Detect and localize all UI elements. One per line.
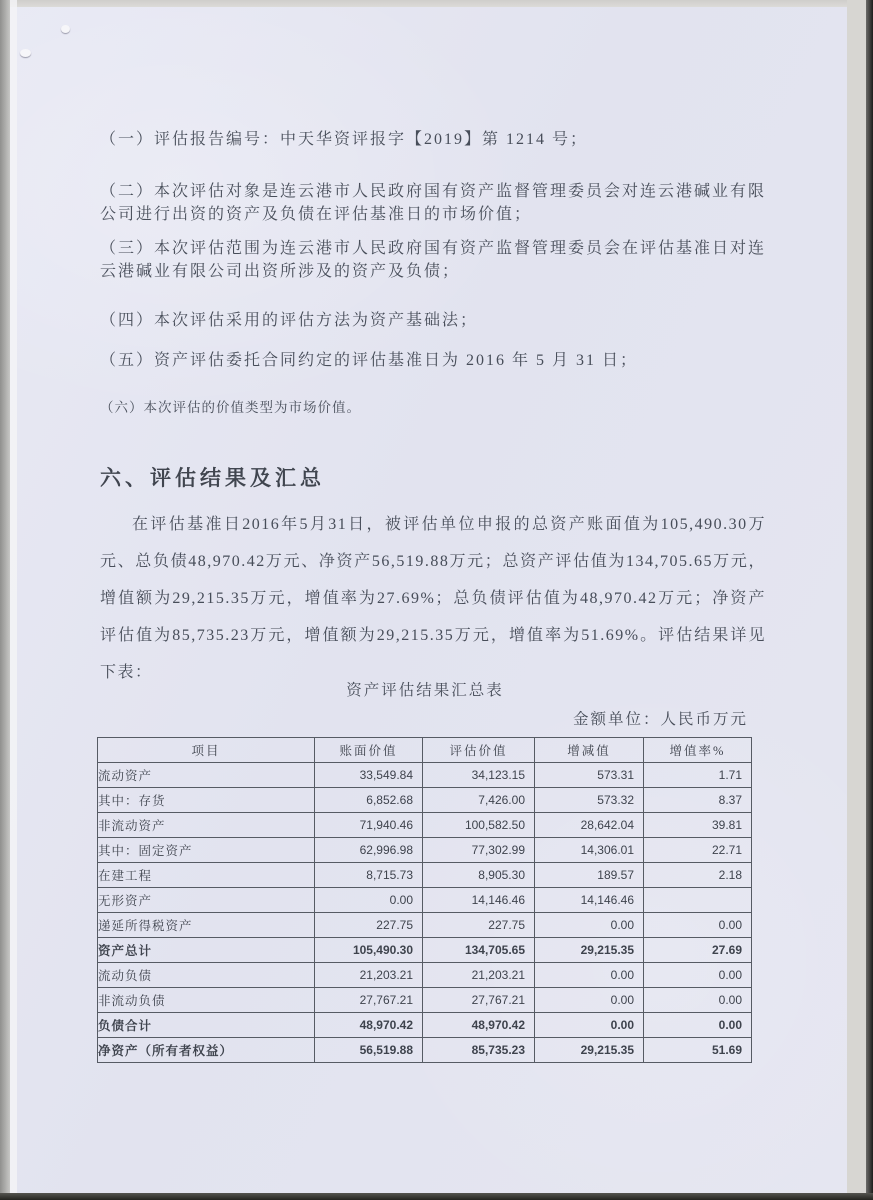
cell-item: 在建工程 xyxy=(98,863,315,888)
scan-edge-top xyxy=(0,0,873,7)
cell-change: 573.32 xyxy=(535,788,644,813)
table-header-row xyxy=(98,738,752,763)
cell-book: 0.00 xyxy=(315,888,423,913)
col-header-appraised: 评估价值 xyxy=(423,738,535,763)
cell-appraised: 34,123.15 xyxy=(423,763,535,788)
cell-book: 27,767.21 xyxy=(315,988,423,1013)
cell-rate: 39.81 xyxy=(644,813,752,838)
cell-change: 14,306.01 xyxy=(535,838,644,863)
cell-appraised: 14,146.46 xyxy=(423,888,535,913)
cell-book: 62,996.98 xyxy=(315,838,423,863)
table-row xyxy=(98,963,752,988)
cell-appraised: 21,203.21 xyxy=(423,963,535,988)
cell-item: 非流动资产 xyxy=(98,813,315,838)
appraisal-result-table xyxy=(97,737,752,1063)
col-header-item: 项目 xyxy=(98,738,315,763)
cell-item: 非流动负债 xyxy=(98,988,315,1013)
col-header-rate: 增值率% xyxy=(644,738,752,763)
summary-paragraph: 在评估基准日2016年5月31日，被评估单位申报的总资产账面值为105,490.30万元、总负债48,970.42万元、净资产56,519.88万元；总资产评估值为134,705.65万元，增值额为29,215.35万元，增值率为27.69%；总负债评估值为48,970.42万元；净资产评估值为85,735.23万元，增值额为29,215.35万元，增值率为51.69%。评估结果详见下表： xyxy=(100,516,766,681)
cell-change: 29,215.35 xyxy=(535,938,644,963)
cell-rate: 51.69 xyxy=(644,1038,752,1063)
cell-book: 8,715.73 xyxy=(315,863,423,888)
table-row xyxy=(98,838,752,863)
clause-6: （六）本次评估的价值类型为市场价值。 xyxy=(100,400,361,415)
cell-rate: 0.00 xyxy=(644,988,752,1013)
cell-appraised: 100,582.50 xyxy=(423,813,535,838)
cell-item: 流动负债 xyxy=(98,963,315,988)
cell-item: 其中：存货 xyxy=(98,788,315,813)
cell-change: 14,146.46 xyxy=(535,888,644,913)
cell-rate: 2.18 xyxy=(644,863,752,888)
cell-rate: 8.37 xyxy=(644,788,752,813)
table-row xyxy=(98,813,752,838)
cell-rate: 27.69 xyxy=(644,938,752,963)
table-title: 资产评估结果汇总表 xyxy=(346,682,504,699)
clause-1: （一）评估报告编号：中天华资评报字【2019】第 1214 号； xyxy=(100,131,589,148)
cell-change: 189.57 xyxy=(535,863,644,888)
cell-book: 6,852.68 xyxy=(315,788,423,813)
cell-book: 21,203.21 xyxy=(315,963,423,988)
cell-rate: 22.71 xyxy=(644,838,752,863)
table-row xyxy=(98,888,752,913)
scan-edge-left xyxy=(0,0,10,1200)
scan-edge-bottom xyxy=(0,1193,873,1200)
cell-change: 0.00 xyxy=(535,988,644,1013)
cell-rate xyxy=(644,888,752,913)
table-row-liabilities-total xyxy=(98,1013,752,1038)
col-header-change: 增减值 xyxy=(535,738,644,763)
cell-rate: 0.00 xyxy=(644,963,752,988)
cell-appraised: 48,970.42 xyxy=(423,1013,535,1038)
cell-book: 33,549.84 xyxy=(315,763,423,788)
cell-item: 递延所得税资产 xyxy=(98,913,315,938)
scan-edge-right-dark xyxy=(866,0,873,1200)
section-heading: 六、评估结果及汇总 xyxy=(100,466,325,490)
table-row xyxy=(98,988,752,1013)
clause-4: （四）本次评估采用的评估方法为资产基础法； xyxy=(100,312,479,329)
cell-book: 105,490.30 xyxy=(315,938,423,963)
table-row-assets-total xyxy=(98,938,752,963)
cell-rate: 0.00 xyxy=(644,1013,752,1038)
cell-appraised: 27,767.21 xyxy=(423,988,535,1013)
cell-book: 227.75 xyxy=(315,913,423,938)
staple-mark xyxy=(61,25,70,33)
cell-change: 0.00 xyxy=(535,1013,644,1038)
table-row-net-assets xyxy=(98,1038,752,1063)
table-row xyxy=(98,763,752,788)
cell-appraised: 7,426.00 xyxy=(423,788,535,813)
cell-change: 573.31 xyxy=(535,763,644,788)
cell-item: 净资产（所有者权益） xyxy=(98,1038,315,1063)
cell-book: 71,940.46 xyxy=(315,813,423,838)
clause-2: （二）本次评估对象是连云港市人民政府国有资产监督管理委员会对连云港碱业有限公司进行出资的资产及负债在评估基准日的市场价值； xyxy=(100,183,767,223)
cell-appraised: 85,735.23 xyxy=(423,1038,535,1063)
cell-appraised: 134,705.65 xyxy=(423,938,535,963)
cell-change: 0.00 xyxy=(535,913,644,938)
scan-edge-left-white xyxy=(10,0,17,1200)
table-unit-note: 金额单位：人民币万元 xyxy=(572,711,748,728)
cell-appraised: 227.75 xyxy=(423,913,535,938)
cell-rate: 0.00 xyxy=(644,913,752,938)
table-row xyxy=(98,913,752,938)
cell-item: 资产总计 xyxy=(98,938,315,963)
cell-appraised: 77,302.99 xyxy=(423,838,535,863)
clause-5: （五）资产评估委托合同约定的评估基准日为 2016 年 5 月 31 日； xyxy=(100,352,639,369)
cell-rate: 1.71 xyxy=(644,763,752,788)
cell-change: 29,215.35 xyxy=(535,1038,644,1063)
cell-book: 48,970.42 xyxy=(315,1013,423,1038)
table-row xyxy=(98,788,752,813)
cell-book: 56,519.88 xyxy=(315,1038,423,1063)
cell-item: 无形资产 xyxy=(98,888,315,913)
cell-change: 28,642.04 xyxy=(535,813,644,838)
col-header-book: 账面价值 xyxy=(315,738,423,763)
cell-change: 0.00 xyxy=(535,963,644,988)
cell-appraised: 8,905.30 xyxy=(423,863,535,888)
scan-edge-right-light xyxy=(847,0,866,1200)
cell-item: 流动资产 xyxy=(98,763,315,788)
cell-item: 负债合计 xyxy=(98,1013,315,1038)
staple-mark xyxy=(20,49,31,57)
clause-3: （三）本次评估范围为连云港市人民政府国有资产监督管理委员会在评估基准日对连云港碱业有限公司出资所涉及的资产及负债； xyxy=(100,240,767,280)
table-row xyxy=(98,863,752,888)
cell-item: 其中：固定资产 xyxy=(98,838,315,863)
